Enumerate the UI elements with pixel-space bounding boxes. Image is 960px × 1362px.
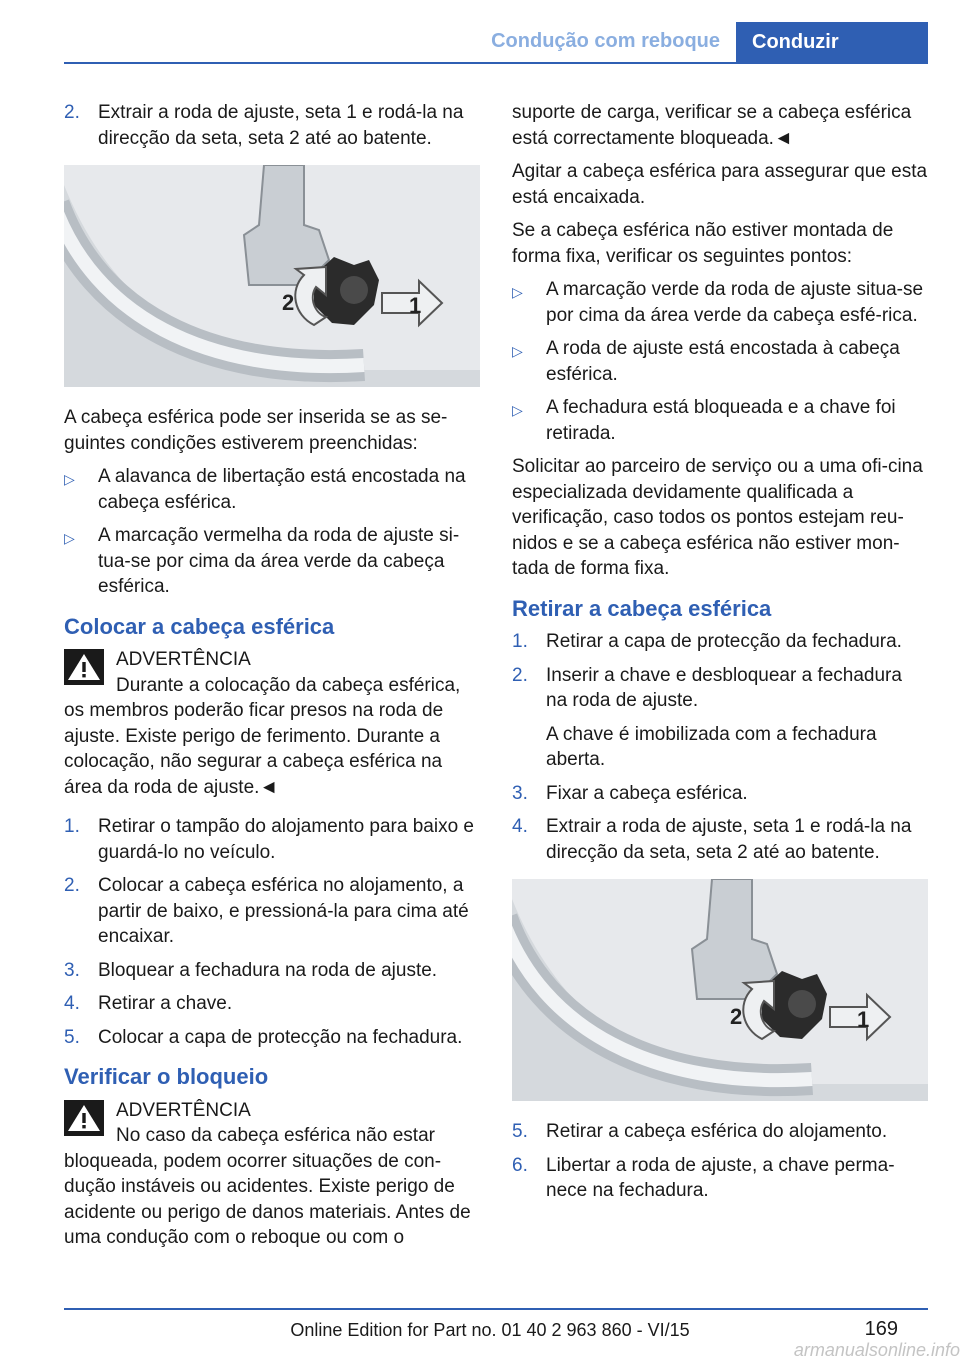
bullet-text: A alavanca de libertação está encostada na cabeça esférica. (98, 466, 466, 513)
step-number: 1. (512, 631, 528, 652)
warning-text: No caso da cabeça esférica não estar bloqueada, podem ocorrer situações de con-dução instáveis ou acidentes. Existe perigo de acidente ou perigo de danos materiais. Antes de uma condução com o reboque ou com o (64, 1125, 471, 1248)
step-text: Extrair a roda de ajuste, seta 1 e rodá-la na direcção da seta, seta 2 até ao batente. (98, 102, 464, 149)
list-item (512, 663, 928, 714)
bullet-text: A fechadura está bloqueada e a chave foi retirada. (546, 397, 896, 444)
step-text: Extrair a roda de ajuste, seta 1 e rodá-la na direcção da seta, seta 2 até ao batente. (546, 816, 912, 863)
list-item (64, 873, 480, 950)
step-text: Retirar o tampão do alojamento para baixo e guardá-lo no veículo. (98, 816, 475, 863)
section-heading: Retirar a cabeça esférica (512, 595, 772, 621)
section-heading: Verificar o bloqueio (64, 1064, 269, 1089)
list-item (64, 958, 480, 984)
list-item (512, 1153, 928, 1204)
header-section: Condução com reboque (491, 30, 720, 52)
hitch-illustration-2 (512, 879, 928, 1101)
paragraph: Solicitar ao parceiro de serviço ou a uma ofi-cina especializada devidamente qualificada a verificação, caso todos os pontos estejam reu-nidos e se a cabeça esférica não estiver mon-tada de forma fixa. (512, 456, 923, 579)
step-number: 3. (64, 959, 80, 981)
right-column (512, 100, 928, 1212)
edition-line: Online Edition for Part no. 01 40 2 963 860 - VI/15 (290, 1320, 690, 1340)
page-number: 169 (864, 1318, 898, 1340)
step-text: Retirar a capa de protecção da fechadura. (546, 631, 902, 652)
step-text: Colocar a capa de protecção na fechadura. (98, 1026, 463, 1048)
triangle-right-icon: ▷ (64, 530, 75, 546)
list-item (512, 395, 928, 446)
bullet-text: A marcação vermelha da roda de ajuste si-tua-se por cima da área verde da cabeça esférica. (98, 525, 460, 597)
intro-paragraph: A cabeça esférica pode ser inserida se as se-guintes condições estiverem preenchidas: (64, 407, 448, 454)
triangle-right-icon: ▷ (512, 402, 523, 418)
step-number: 2. (64, 102, 80, 123)
step-text: Libertar a roda de ajuste, a chave perma-nece na fechadura. (546, 1154, 895, 1201)
left-column (64, 100, 480, 1251)
step-number: 6. (512, 1154, 528, 1176)
arrow-label: 2 (730, 1004, 743, 1029)
step-number: 1. (64, 816, 80, 837)
step-number: 3. (512, 782, 528, 804)
list-item (64, 814, 480, 865)
step-number: 4. (64, 993, 80, 1014)
list-item (64, 100, 480, 151)
paragraph: Agitar a cabeça esférica para assegurar que esta está encaixada. (512, 161, 928, 208)
step-note: A chave é imobilizada com a fechadura aberta. (546, 723, 877, 770)
list-item (512, 814, 928, 865)
triangle-right-icon: ▷ (64, 471, 75, 487)
list-item (64, 464, 480, 515)
warning-triangle-icon (64, 649, 104, 685)
step-number: 2. (512, 664, 528, 686)
step-text: Retirar a chave. (98, 993, 233, 1014)
watermark: armanualsonline.info (793, 1340, 960, 1360)
step-number: 2. (64, 875, 80, 896)
hitch-illustration-1 (64, 165, 480, 387)
list-item (512, 781, 928, 807)
section-heading: Colocar a cabeça esférica (64, 613, 335, 639)
triangle-right-icon: ▷ (512, 343, 523, 359)
list-item (512, 629, 928, 655)
arrow-label: 2 (282, 290, 295, 315)
list-item (512, 1119, 928, 1145)
arrow-label: 1 (857, 1007, 870, 1032)
triangle-right-icon: ▷ (512, 284, 523, 300)
list-item (64, 523, 480, 600)
paragraph: Se a cabeça esférica não estiver montada de forma fixa, verificar os seguintes pontos: (512, 220, 894, 267)
steps-list (64, 814, 480, 1050)
step-text: Retirar a cabeça esférica do alojamento. (546, 1121, 888, 1142)
warning-continuation: suporte de carga, verificar se a cabeça esférica está correctamente bloqueada.◄ (512, 102, 912, 149)
step-number: 4. (512, 816, 528, 837)
list-item (64, 991, 480, 1017)
list-item (512, 277, 928, 328)
header-chapter: Conduzir (736, 22, 928, 62)
warning-block (64, 647, 480, 800)
warning-title: ADVERTÊNCIA (116, 649, 251, 670)
bullet-text: A marcação verde da roda de ajuste situa-se por cima da área verde da cabeça esfé-rica. (546, 279, 924, 326)
list-item (64, 1025, 480, 1051)
arrow-label: 1 (409, 293, 422, 318)
warning-block (64, 1098, 480, 1251)
warning-title: ADVERTÊNCIA (116, 1099, 251, 1121)
list-item (512, 336, 928, 387)
bullet-text: A roda de ajuste está encostada à cabeça esférica. (546, 338, 900, 385)
step-text: Bloquear a fechadura na roda de ajuste. (98, 959, 438, 981)
step-text: Fixar a cabeça esférica. (546, 782, 748, 804)
step-number: 5. (512, 1121, 528, 1142)
step-text: Colocar a cabeça esférica no alojamento, a partir de baixo, e pressioná-la para cima até encaixar. (98, 875, 469, 947)
step-text: Inserir a chave e desbloquear a fechadura na roda de ajuste. (546, 664, 902, 711)
warning-triangle-icon (64, 1100, 104, 1136)
page-header (64, 22, 928, 64)
warning-text: Durante a colocação da cabeça esférica, os membros poderão ficar presos na roda de ajuste. Existe perigo de ferimento. Durante a colocação, não segurar a cabeça esférica na área da roda de ajuste.◄ (64, 674, 461, 798)
step-number: 5. (64, 1026, 80, 1048)
